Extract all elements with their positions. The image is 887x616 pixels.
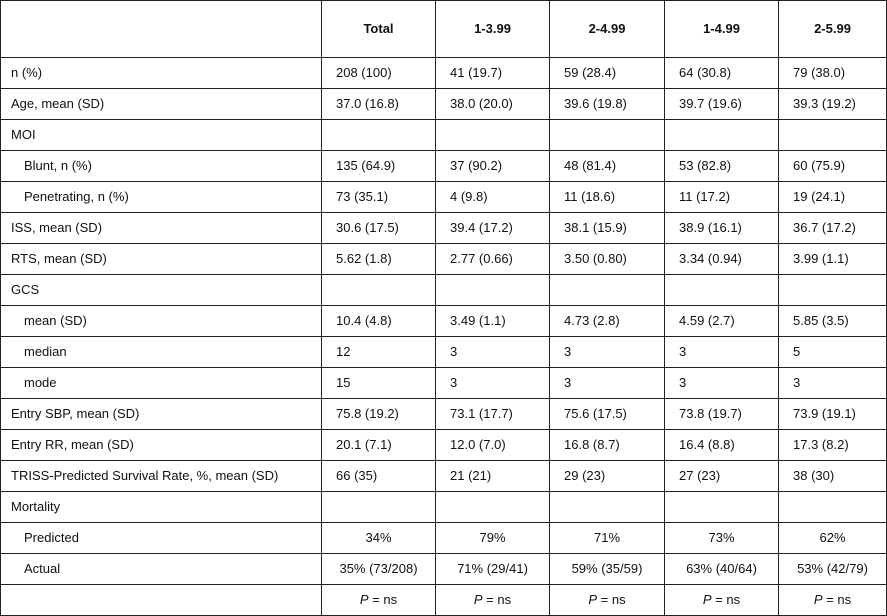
row-label: Mortality — [1, 492, 322, 523]
table-row — [1, 151, 887, 182]
table-cell: 73% — [665, 523, 779, 554]
table-cell: 11 (18.6) — [550, 182, 665, 213]
table-cell: 19 (24.1) — [779, 182, 887, 213]
table-cell — [436, 492, 550, 523]
table-cell — [322, 275, 436, 306]
table-cell: 208 (100) — [322, 58, 436, 89]
table-cell: 59 (28.4) — [550, 58, 665, 89]
row-label: Entry RR, mean (SD) — [1, 430, 322, 461]
table-cell: 38.0 (20.0) — [436, 89, 550, 120]
table-row — [1, 492, 887, 523]
table-row — [1, 523, 887, 554]
pvalue-text: = ns — [711, 592, 741, 607]
table-cell: 11 (17.2) — [665, 182, 779, 213]
table-cell: 3.50 (0.80) — [550, 244, 665, 275]
row-label: mean (SD) — [1, 306, 322, 337]
table-cell: 73 (35.1) — [322, 182, 436, 213]
pvalue-text: = ns — [368, 592, 398, 607]
pvalue-cell — [779, 585, 887, 616]
table-cell: 27 (23) — [665, 461, 779, 492]
table-cell: 16.4 (8.8) — [665, 430, 779, 461]
table-cell: 36.7 (17.2) — [779, 213, 887, 244]
pvalue-symbol: P — [813, 592, 823, 607]
table-cell: 39.4 (17.2) — [436, 213, 550, 244]
table-cell: 34% — [322, 523, 436, 554]
table-row — [1, 89, 887, 120]
table-cell: 35% (73/208) — [322, 554, 436, 585]
header-cell-1-4.99: 1-4.99 — [665, 1, 779, 58]
table-cell: 79 (38.0) — [779, 58, 887, 89]
table-cell: 3 — [550, 337, 665, 368]
table-row — [1, 58, 887, 89]
table-cell: 75.6 (17.5) — [550, 399, 665, 430]
table-cell — [550, 120, 665, 151]
table-cell: 135 (64.9) — [322, 151, 436, 182]
header-cell-2-5.99: 2-5.99 — [779, 1, 887, 58]
table-cell: 5.85 (3.5) — [779, 306, 887, 337]
table-row — [1, 244, 887, 275]
table-row — [1, 306, 887, 337]
table-cell — [665, 120, 779, 151]
table-cell: 39.7 (19.6) — [665, 89, 779, 120]
table-cell — [322, 492, 436, 523]
table-cell: 10.4 (4.8) — [322, 306, 436, 337]
table-cell: 37 (90.2) — [436, 151, 550, 182]
table-cell: 16.8 (8.7) — [550, 430, 665, 461]
table-cell: 63% (40/64) — [665, 554, 779, 585]
table-cell: 37.0 (16.8) — [322, 89, 436, 120]
table-cell — [436, 275, 550, 306]
row-label: ISS, mean (SD) — [1, 213, 322, 244]
table-cell: 73.8 (19.7) — [665, 399, 779, 430]
table-cell: 3 — [665, 337, 779, 368]
pvalue-symbol: P — [588, 592, 598, 607]
table-row — [1, 430, 887, 461]
header-cell-2-4.99: 2-4.99 — [550, 1, 665, 58]
table-cell — [436, 120, 550, 151]
table-cell: 3.99 (1.1) — [779, 244, 887, 275]
row-label: Predicted — [1, 523, 322, 554]
table-cell: 39.3 (19.2) — [779, 89, 887, 120]
table-cell: 5.62 (1.8) — [322, 244, 436, 275]
table-cell — [779, 492, 887, 523]
header-cell-1-3.99: 1-3.99 — [436, 1, 550, 58]
row-label: Actual — [1, 554, 322, 585]
table-cell — [322, 120, 436, 151]
table-cell: 59% (35/59) — [550, 554, 665, 585]
table-cell: 71% (29/41) — [436, 554, 550, 585]
row-label: TRISS-Predicted Survival Rate, %, mean (SD) — [1, 461, 322, 492]
table-cell: 73.9 (19.1) — [779, 399, 887, 430]
row-label: median — [1, 337, 322, 368]
row-label: MOI — [1, 120, 322, 151]
table-cell: 3 — [665, 368, 779, 399]
table-cell: 4 (9.8) — [436, 182, 550, 213]
table-cell: 64 (30.8) — [665, 58, 779, 89]
table-cell — [550, 492, 665, 523]
table-row — [1, 213, 887, 244]
pvalue-symbol: P — [702, 592, 712, 607]
pvalue-text: = ns — [822, 592, 852, 607]
header-cell-blank — [1, 1, 322, 58]
table-cell: 17.3 (8.2) — [779, 430, 887, 461]
table-cell: 53% (42/79) — [779, 554, 887, 585]
row-label: Blunt, n (%) — [1, 151, 322, 182]
table-cell: 2.77 (0.66) — [436, 244, 550, 275]
table-cell — [550, 275, 665, 306]
table-cell: 20.1 (7.1) — [322, 430, 436, 461]
row-label: Penetrating, n (%) — [1, 182, 322, 213]
table-header-row — [1, 1, 887, 58]
header-cell-total: Total — [322, 1, 436, 58]
pvalue-text: = ns — [597, 592, 626, 607]
table-cell: 38.1 (15.9) — [550, 213, 665, 244]
table-cell: 60 (75.9) — [779, 151, 887, 182]
pvalue-cell — [322, 585, 436, 616]
pvalue-cell — [665, 585, 779, 616]
table-row — [1, 182, 887, 213]
table-cell: 62% — [779, 523, 887, 554]
table-row — [1, 554, 887, 585]
row-label: RTS, mean (SD) — [1, 244, 322, 275]
table-row — [1, 461, 887, 492]
table-cell: 3 — [550, 368, 665, 399]
table-cell — [779, 120, 887, 151]
table-cell: 79% — [436, 523, 550, 554]
table-row — [1, 368, 887, 399]
table-row — [1, 399, 887, 430]
table-cell: 3.49 (1.1) — [436, 306, 550, 337]
table-row — [1, 275, 887, 306]
pvalue-symbol: P — [359, 592, 369, 607]
table-cell: 75.8 (19.2) — [322, 399, 436, 430]
table-cell: 53 (82.8) — [665, 151, 779, 182]
table-cell: 3.34 (0.94) — [665, 244, 779, 275]
table-body — [1, 1, 887, 616]
table-cell: 66 (35) — [322, 461, 436, 492]
table-cell: 29 (23) — [550, 461, 665, 492]
table-cell: 39.6 (19.8) — [550, 89, 665, 120]
row-label: mode — [1, 368, 322, 399]
table-cell: 5 — [779, 337, 887, 368]
table-cell: 71% — [550, 523, 665, 554]
row-label — [1, 585, 322, 616]
table-cell — [779, 275, 887, 306]
row-label: GCS — [1, 275, 322, 306]
row-label: n (%) — [1, 58, 322, 89]
table-row — [1, 120, 887, 151]
table-cell — [665, 492, 779, 523]
row-label: Age, mean (SD) — [1, 89, 322, 120]
row-label: Entry SBP, mean (SD) — [1, 399, 322, 430]
pvalue-text: = ns — [482, 592, 512, 607]
table-cell: 12.0 (7.0) — [436, 430, 550, 461]
table-cell: 38 (30) — [779, 461, 887, 492]
pvalue-symbol: P — [473, 592, 483, 607]
table-cell — [665, 275, 779, 306]
table-cell: 12 — [322, 337, 436, 368]
table-cell: 4.73 (2.8) — [550, 306, 665, 337]
pvalue-row — [1, 585, 887, 616]
table-cell: 38.9 (16.1) — [665, 213, 779, 244]
pvalue-cell — [550, 585, 665, 616]
table-cell: 3 — [436, 368, 550, 399]
table-row — [1, 337, 887, 368]
table-cell: 41 (19.7) — [436, 58, 550, 89]
table-cell: 48 (81.4) — [550, 151, 665, 182]
table-cell: 3 — [436, 337, 550, 368]
table-cell: 15 — [322, 368, 436, 399]
pvalue-cell — [436, 585, 550, 616]
table-cell: 3 — [779, 368, 887, 399]
table-cell: 73.1 (17.7) — [436, 399, 550, 430]
table-cell: 21 (21) — [436, 461, 550, 492]
table-cell: 4.59 (2.7) — [665, 306, 779, 337]
table-cell: 30.6 (17.5) — [322, 213, 436, 244]
